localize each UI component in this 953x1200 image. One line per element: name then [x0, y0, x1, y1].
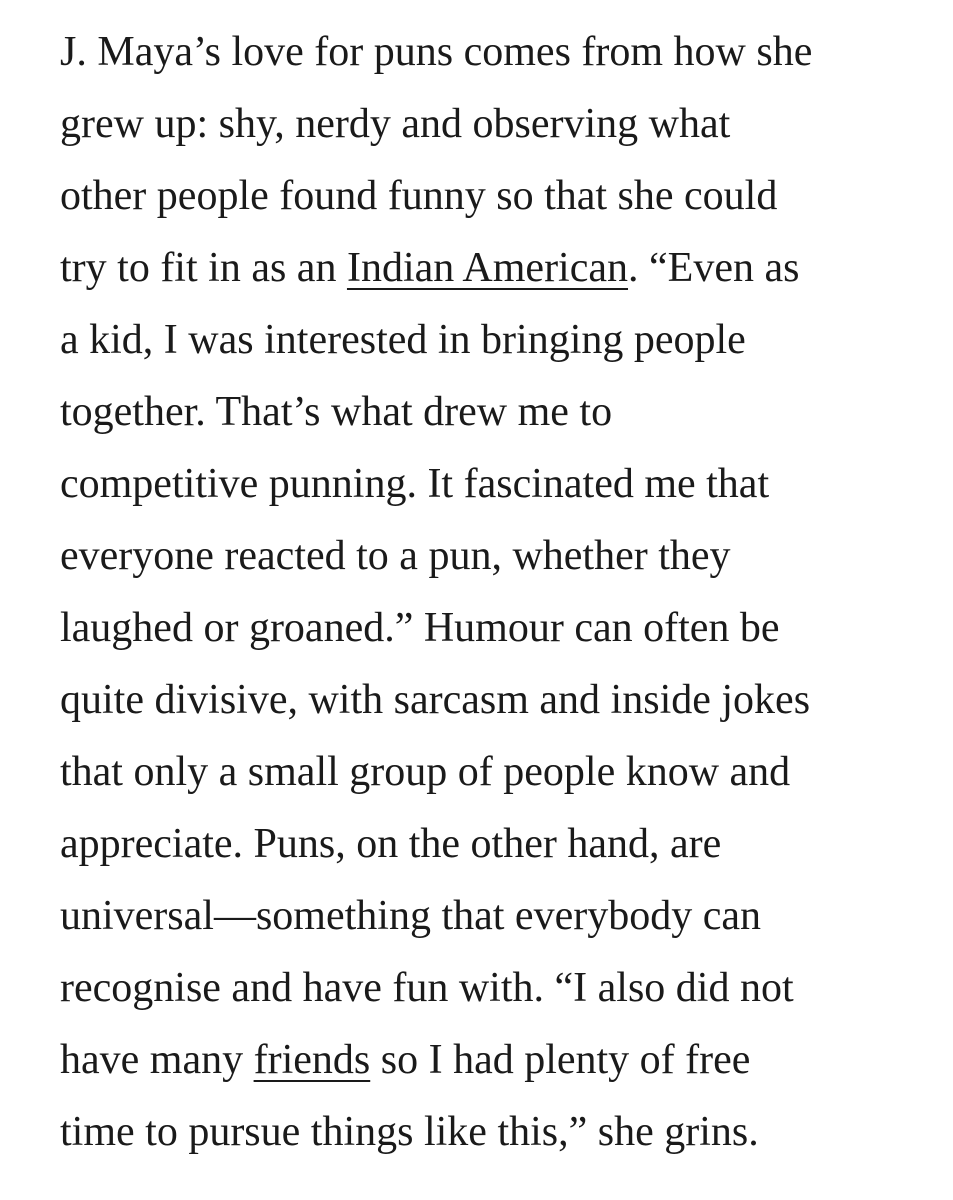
- paragraph-line: recognise and have fun with. “I also did not: [60, 965, 794, 1011]
- paragraph-line: time to pursue things like this,” she grins.: [60, 1109, 759, 1155]
- paragraph-line: [60, 1024, 940, 1096]
- paragraph-line: universal—something that everybody can: [60, 893, 761, 939]
- paragraph-line: everyone reacted to a pun, whether they: [60, 533, 731, 579]
- indian-american-link[interactable]: Indian American: [346, 245, 629, 291]
- paragraph-line: together. That’s what drew me to: [60, 389, 613, 435]
- article-paragraph: [60, 16, 940, 1168]
- paragraph-line: appreciate. Puns, on the other hand, are: [60, 821, 722, 867]
- friends-link[interactable]: friends: [253, 1037, 371, 1083]
- line-text: try to fit in as an: [60, 245, 347, 291]
- paragraph-line: grew up: shy, nerdy and observing what: [60, 101, 731, 147]
- paragraph-line: a kid, I was interested in bringing people: [60, 317, 746, 363]
- line-text: so I had plenty of free: [370, 1037, 751, 1083]
- line-text: . “Even as: [628, 245, 800, 291]
- paragraph-line: quite divisive, with sarcasm and inside jokes: [60, 677, 811, 723]
- paragraph-line: laughed or groaned.” Humour can often be: [60, 605, 780, 651]
- line-text: have many: [60, 1037, 254, 1083]
- paragraph-line: that only a small group of people know and: [60, 749, 791, 795]
- paragraph-line: J. Maya’s love for puns comes from how she: [60, 29, 813, 75]
- paragraph-line: competitive punning. It fascinated me that: [60, 461, 770, 507]
- paragraph-line: [60, 232, 940, 304]
- paragraph-line: other people found funny so that she could: [60, 173, 778, 219]
